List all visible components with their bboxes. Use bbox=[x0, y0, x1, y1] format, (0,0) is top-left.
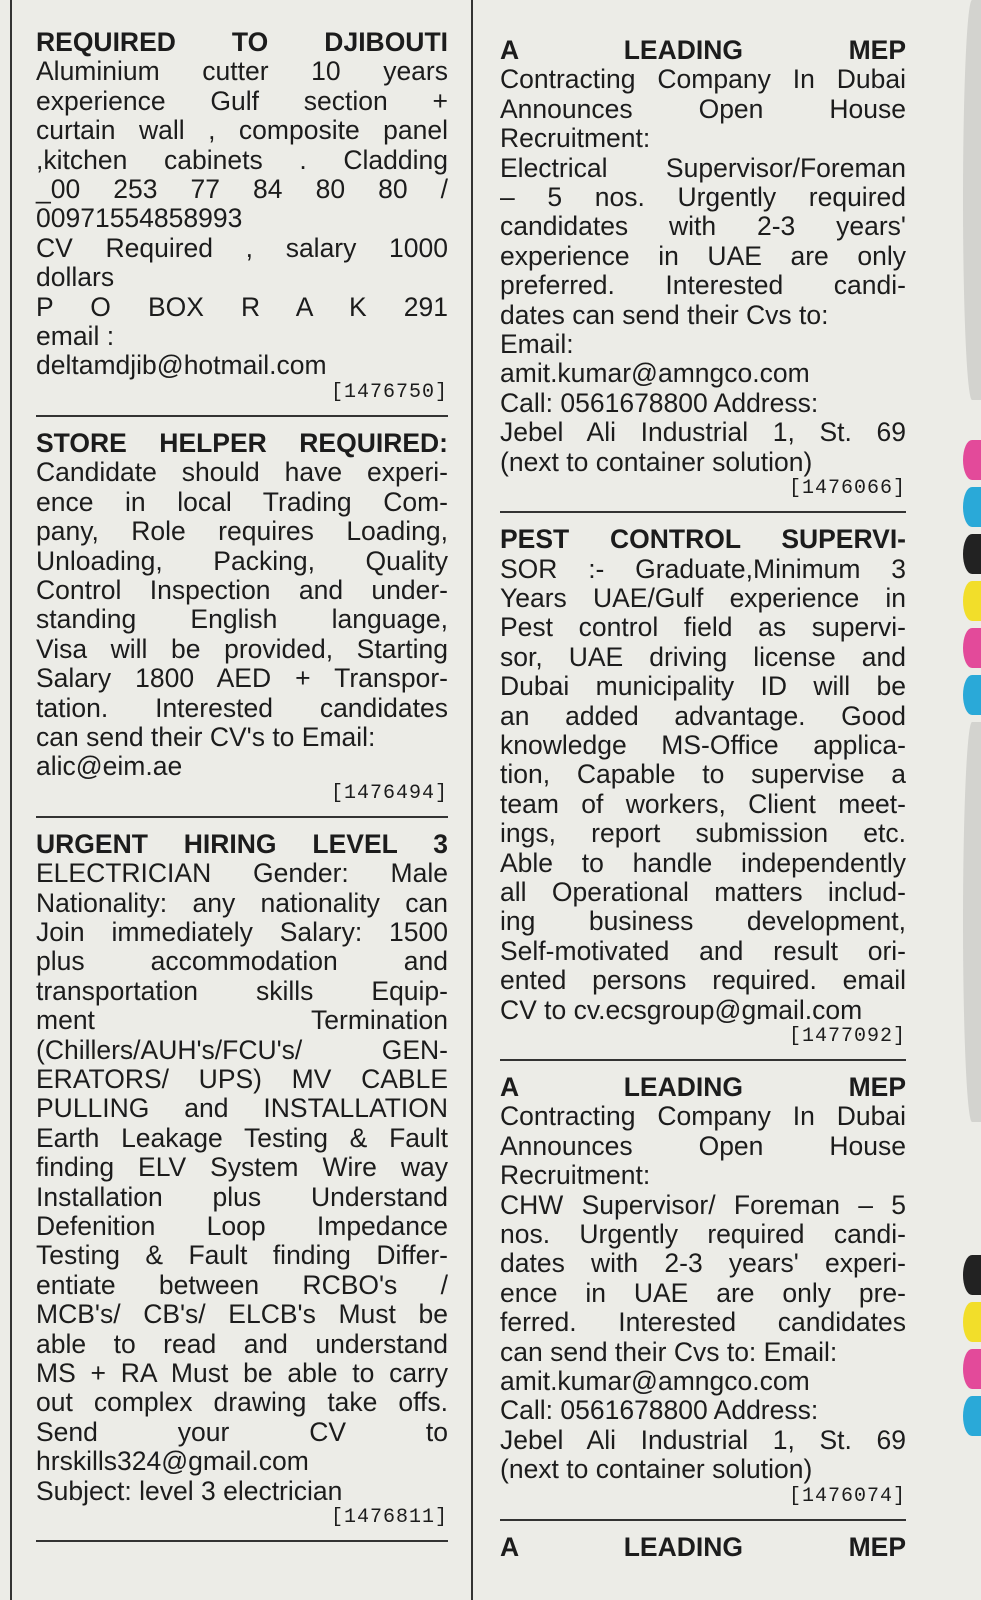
ad-text-line: ing business development, bbox=[500, 906, 906, 937]
ad-text-line: plus accommodation and bbox=[36, 946, 448, 977]
ad-reference-number: [1477092] bbox=[788, 1025, 906, 1048]
color-registration-mark-cyan bbox=[963, 487, 981, 527]
ad-heading: REQUIRED TO DJIBOUTI bbox=[36, 27, 448, 57]
ad-text-line: out complex drawing take offs. bbox=[36, 1387, 448, 1418]
ad-separator-rule bbox=[36, 415, 448, 417]
left-border-rule bbox=[10, 0, 12, 1600]
classified-ad bbox=[36, 830, 448, 1530]
ad-text-line: Contracting Company In Dubai bbox=[500, 64, 906, 95]
color-registration-mark-black bbox=[963, 534, 981, 574]
ad-text-line: amit.kumar@amngco.com bbox=[500, 358, 810, 389]
ad-text-line: finding ELV System Wire way bbox=[36, 1152, 448, 1183]
ad-text-line: Control Inspection and under- bbox=[36, 574, 448, 605]
ad-text-line: Electrical Supervisor/Foreman bbox=[500, 152, 906, 183]
ad-text-line: able to read and understand bbox=[36, 1328, 448, 1359]
ad-text-line: knowledge MS-Office applica- bbox=[500, 729, 906, 760]
ad-text-line: team of workers, Client meet- bbox=[500, 788, 906, 819]
ad-text-line: Jebel Ali Industrial 1, St. 69 bbox=[500, 1424, 906, 1455]
classified-ad bbox=[500, 36, 906, 501]
ad-text-line: ings, report submission etc. bbox=[500, 818, 906, 849]
ad-text-line: Subject: level 3 electrician bbox=[36, 1475, 343, 1506]
color-registration-mark-gray bbox=[963, 0, 981, 400]
ad-text-line: Contracting Company In Dubai bbox=[500, 1101, 906, 1132]
ad-text-line: Earth Leakage Testing & Fault bbox=[36, 1122, 448, 1153]
ad-text-line: ELECTRICIAN Gender: Male bbox=[36, 858, 448, 889]
ad-text-line: dates can send their Cvs to: bbox=[500, 299, 829, 330]
color-registration-mark-yellow bbox=[963, 581, 981, 621]
ad-text-line: ented persons required. email bbox=[500, 965, 906, 996]
ad-text-line: SOR :- Graduate,Minimum 3 bbox=[500, 553, 906, 584]
ad-text-line: _00 253 77 84 80 80 / bbox=[36, 174, 448, 205]
ad-text-line: Nationality: any nationality can bbox=[36, 887, 448, 918]
ad-text-line: Installation plus Understand bbox=[36, 1181, 448, 1212]
ad-text-line: pany, Role requires Loading, bbox=[36, 516, 448, 547]
ad-text-line: Email: bbox=[500, 329, 574, 360]
ad-text-line: CV Required , salary 1000 bbox=[36, 232, 448, 263]
ad-text-line: Testing & Fault finding Differ- bbox=[36, 1240, 448, 1271]
ad-reference-number: [1476811] bbox=[330, 1506, 448, 1530]
ad-text-line: Announces Open House bbox=[500, 1130, 906, 1161]
ad-text-line: 00971554858993 bbox=[36, 203, 243, 234]
color-registration-mark-magenta-2 bbox=[963, 628, 981, 668]
ad-text-line: Aluminium cutter 10 years bbox=[36, 56, 448, 87]
ad-heading: PEST CONTROL SUPERVI- bbox=[500, 524, 906, 555]
ad-text-line: dates with 2-3 years' experi- bbox=[500, 1248, 906, 1279]
ad-text-line: Announces Open House bbox=[500, 93, 906, 124]
ad-heading: A LEADING MEP bbox=[500, 1072, 906, 1102]
ad-text-line: Self-motivated and result ori- bbox=[500, 935, 906, 966]
ad-text-line: Jebel Ali Industrial 1, St. 69 bbox=[500, 417, 906, 448]
ad-text-line: ment Termination bbox=[36, 1005, 448, 1036]
ad-text-line: experience in UAE are only bbox=[500, 240, 906, 271]
ad-separator-rule bbox=[500, 1519, 906, 1521]
ad-text-line: Dubai municipality ID will be bbox=[500, 671, 906, 702]
classified-ad bbox=[36, 28, 448, 405]
ad-reference-number: [1476494] bbox=[330, 781, 448, 805]
color-registration-mark-yellow-2 bbox=[963, 1302, 981, 1342]
ad-reference-number: [1476074] bbox=[788, 1484, 906, 1508]
ad-text-line: amit.kumar@amngco.com bbox=[500, 1366, 810, 1397]
ad-text-line: ERATORS/ UPS) MV CABLE bbox=[36, 1064, 448, 1094]
color-registration-mark-cyan-2 bbox=[963, 675, 981, 715]
ad-text-line: MCB's/ CB's/ ELCB's Must be bbox=[36, 1299, 448, 1330]
color-registration-mark-gray-2 bbox=[963, 722, 981, 1122]
ad-text-line: CHW Supervisor/ Foreman – 5 bbox=[500, 1189, 906, 1220]
ad-text-line: can send their Cvs to: Email: bbox=[500, 1336, 838, 1367]
ad-text-line: Send your CV to bbox=[36, 1416, 448, 1447]
ad-text-line: Able to handle independently bbox=[500, 847, 906, 878]
ad-text-line: Pest control field as supervi- bbox=[500, 612, 906, 643]
ad-text-line: ,kitchen cabinets . Cladding bbox=[36, 144, 448, 175]
ad-text-line: (next to container solution) bbox=[500, 1454, 813, 1485]
ad-text-line: ferred. Interested candidates bbox=[500, 1307, 906, 1338]
left-column bbox=[36, 28, 448, 1554]
ad-text-line: Call: 0561678800 Address: bbox=[500, 387, 819, 418]
ad-text-line: PULLING and INSTALLATION bbox=[36, 1093, 448, 1124]
ad-text-line: alic@eim.ae bbox=[36, 751, 183, 782]
color-registration-mark-magenta bbox=[963, 440, 981, 480]
classified-ad bbox=[36, 429, 448, 806]
column-divider-rule bbox=[471, 0, 473, 1600]
ad-text-line: curtain wall , composite panel bbox=[36, 115, 448, 146]
ad-separator-rule bbox=[36, 816, 448, 818]
color-registration-mark-cyan-3 bbox=[963, 1396, 981, 1436]
ad-text-line: standing English language, bbox=[36, 604, 448, 635]
ad-heading: STORE HELPER REQUIRED: bbox=[36, 427, 448, 458]
ad-text-line: Candidate should have experi- bbox=[36, 457, 448, 488]
classified-ad bbox=[500, 1073, 906, 1509]
ad-reference-number: [1476750] bbox=[330, 380, 448, 404]
ad-text-line: Years UAE/Gulf experience in bbox=[500, 582, 906, 613]
ad-text-line: entiate between RCBO's / bbox=[36, 1269, 448, 1300]
ad-text-line: nos. Urgently required candi- bbox=[500, 1219, 906, 1250]
ad-text-line: Unloading, Packing, Quality bbox=[36, 545, 448, 576]
ad-reference-number: [1476066] bbox=[788, 477, 906, 501]
ad-heading: A LEADING MEP bbox=[500, 35, 906, 65]
ad-heading: URGENT HIRING LEVEL 3 bbox=[36, 828, 448, 859]
ad-text-line: all Operational matters includ- bbox=[500, 876, 906, 907]
ad-text-line: P O BOX R A K 291 bbox=[36, 291, 448, 322]
ad-heading: A LEADING MEP bbox=[500, 1531, 906, 1562]
ad-text-line: an added advantage. Good bbox=[500, 700, 906, 731]
ad-text-line: Join immediately Salary: 1500 bbox=[36, 916, 448, 947]
color-registration-mark-magenta-3 bbox=[963, 1349, 981, 1389]
ad-text-line: Defenition Loop Impedance bbox=[36, 1211, 448, 1242]
ad-text-line: sor, UAE driving license and bbox=[500, 641, 906, 672]
classified-ad bbox=[500, 525, 906, 1049]
classified-ad bbox=[500, 1533, 906, 1562]
ad-text-line: can send their CV's to Email: bbox=[36, 721, 376, 752]
ad-text-line: tion, Capable to supervise a bbox=[500, 759, 906, 790]
right-column bbox=[500, 36, 906, 1562]
ad-text-line: (Chillers/AUH's/FCU's/ GEN- bbox=[36, 1034, 448, 1065]
ad-text-line: email : bbox=[36, 321, 115, 352]
ad-text-line: Call: 0561678800 Address: bbox=[500, 1395, 819, 1426]
ad-text-line: candidates with 2-3 years' bbox=[500, 211, 906, 242]
ad-text-line: experience Gulf section + bbox=[36, 85, 448, 116]
ad-separator-rule bbox=[500, 1059, 906, 1061]
ad-text-line: Recruitment: bbox=[500, 1160, 651, 1191]
ad-text-line: tation. Interested candidates bbox=[36, 692, 448, 723]
color-registration-mark-black-2 bbox=[963, 1255, 981, 1295]
ad-text-line: ence in UAE are only pre- bbox=[500, 1277, 906, 1308]
ad-separator-rule bbox=[500, 511, 906, 513]
ad-text-line: transportation skills Equip- bbox=[36, 975, 448, 1006]
ad-text-line: deltamdjib@hotmail.com bbox=[36, 350, 327, 381]
ad-text-line: preferred. Interested candi- bbox=[500, 270, 906, 301]
ad-text-line: ence in local Trading Com- bbox=[36, 486, 448, 517]
ad-text-line: Salary 1800 AED + Transpor- bbox=[36, 663, 448, 694]
ad-text-line: – 5 nos. Urgently required bbox=[500, 182, 906, 213]
ad-separator-rule bbox=[36, 1540, 448, 1542]
ad-text-line: hrskills324@gmail.com bbox=[36, 1446, 309, 1477]
ad-text-line: MS + RA Must be able to carry bbox=[36, 1358, 448, 1389]
ad-text-line: dollars bbox=[36, 262, 115, 293]
ad-text-line: Visa will be provided, Starting bbox=[36, 633, 448, 664]
ad-text-line: (next to container solution) bbox=[500, 446, 813, 477]
ad-text-line: CV to cv.ecsgroup@gmail.com bbox=[500, 994, 863, 1025]
ad-text-line: Recruitment: bbox=[500, 123, 651, 154]
